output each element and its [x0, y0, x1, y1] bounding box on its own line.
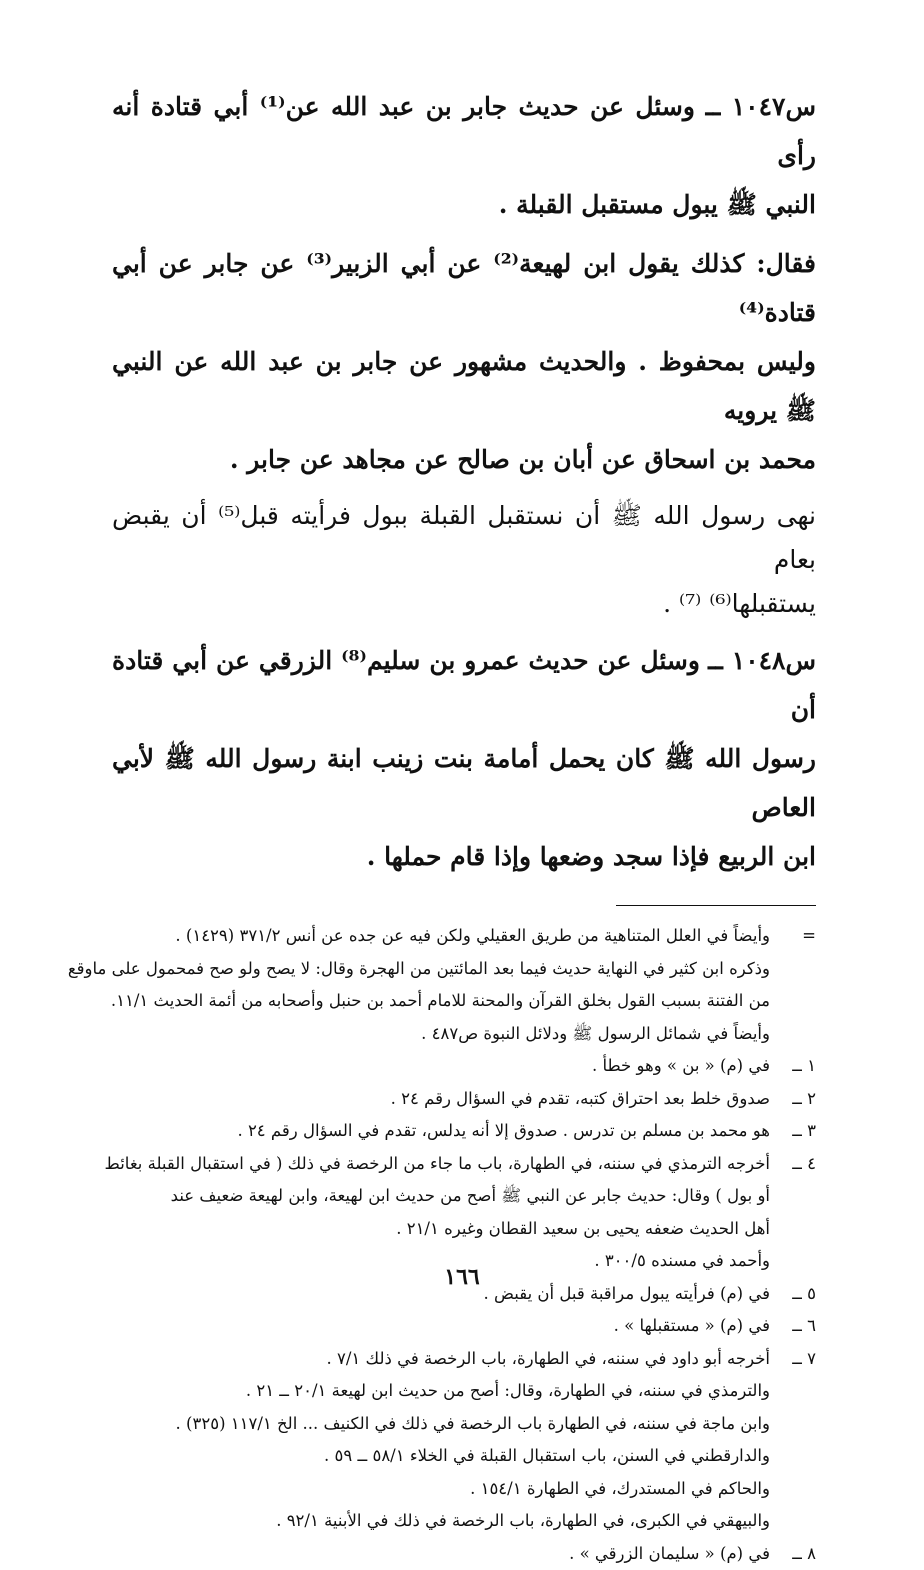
footnote-line: وذكره ابن كثير في النهاية حديث فيما بعد المائتين من الهجرة وقال: لا يصح ولو صح فمحمول على ماوقع [68, 953, 770, 986]
footnote-number: ٣ ــ [770, 1115, 816, 1148]
footnote-line: وابن ماجة في سننه، في الطهارة باب الرخصة في ذلك في الكنيف ... الخ ١١٧/١ (٣٢٥) . [112, 1408, 770, 1441]
footnote-item [112, 1050, 816, 1083]
footnote-line: هو محمد بن مسلم بن تدرس . صدوق إلا أنه يدلس، تقدم في السؤال رقم ٢٤ . [112, 1115, 770, 1148]
footnote-line: والدارقطني في السنن، باب استقبال القبلة في الخلاء ٥٨/١ ــ ٥٩ . [112, 1440, 770, 1473]
footnote-line: أخرجه الترمذي في سننه، في الطهارة، باب ما جاء من الرخصة في ذلك ( في استقبال القبلة بغائط [105, 1148, 770, 1181]
footnote-number: ٧ ــ [770, 1343, 816, 1376]
footnote-line: والترمذي في سننه، في الطهارة، وقال: أصح من حديث ابن لهيعة ٢٠/١ ــ ٢١ . [112, 1375, 770, 1408]
text-line: ابن الربيع فإذا سجد وضعها وإذا قام حملها . [367, 842, 816, 871]
footnote-line: وأحمد في مسنده ٣٠٠/٥ . [105, 1245, 770, 1278]
text-line: رسول الله ﷺ كان يحمل أمامة بنت زينب ابنة رسول الله ﷺ لأبي العاص [112, 744, 816, 822]
footnote-line: أو بول ) وقال: حديث جابر عن النبي ﷺ أصح من حديث ابن لهيعة، وابن لهيعة ضعيف عند [105, 1180, 770, 1213]
footnote-line: أهل الحديث ضعفه يحيى بن سعيد القطان وغيره ٢١/١ . [105, 1213, 770, 1246]
footnote-item [112, 1310, 816, 1343]
footnote-number: ١ ــ [770, 1050, 816, 1083]
footnote-text [68, 920, 770, 1050]
footnote-item [112, 1148, 816, 1278]
text-line: النبي ﷺ يبول مستقبل القبلة . [499, 190, 816, 219]
footnote-item [112, 1538, 816, 1570]
footnote-line: في (م) فرأيته يبول مراقبة قبل أن يقبض . [112, 1278, 770, 1311]
footnote-line: في (م) « بن » وهو خطأ . [112, 1050, 770, 1083]
text-line: يستقبلها⁽⁶⁾ ⁽⁷⁾ . [663, 589, 816, 618]
footnote-item [112, 920, 816, 1050]
footnote-item [112, 1115, 816, 1148]
text-line: وسئل عن حديث جابر بن عبد الله عن⁽¹⁾ أبي قتادة أنه رأى [112, 92, 816, 170]
text-line: محمد بن اسحاق عن أبان بن صالح عن مجاهد عن جابر . [230, 445, 816, 474]
hadith-quote [112, 494, 816, 626]
footnote-number: ٤ ــ [770, 1148, 816, 1181]
footnote-text [112, 1538, 770, 1570]
text-line: نهى رسول الله ﷺ أن نستقبل القبلة ببول فرأيته قبل⁽⁵⁾ أن يقبض بعام [112, 501, 816, 574]
footnote-text [112, 1050, 770, 1083]
question-1048 [112, 636, 816, 881]
question-label: س١٠٤٧ ــ [706, 92, 816, 121]
footnote-line: وأيضاً في شمائل الرسول ﷺ ودلائل النبوة ص٤٨٧ . [68, 1018, 770, 1051]
footnote-text [112, 1343, 770, 1538]
footnote-separator [616, 905, 816, 906]
footnote-number: ٢ ــ [770, 1083, 816, 1116]
footnote-line: أخرجه أبو داود في سننه، في الطهارة، باب الرخصة في ذلك ٧/١ . [112, 1343, 770, 1376]
footnote-text [112, 1083, 770, 1116]
question-1047 [112, 82, 816, 229]
footnote-number: ٦ ــ [770, 1310, 816, 1343]
footnote-line: من الفتنة بسبب القول بخلق القرآن والمحنة للامام أحمد بن حنبل وأصحابه من أئمة الحديث ١١/١. [68, 985, 770, 1018]
text-line: وليس بمحفوظ . والحديث مشهور عن جابر بن عبد الله عن النبي ﷺ يرويه [112, 347, 816, 425]
page-number: ١٦٦ [0, 1264, 924, 1290]
question-label: س١٠٤٨ ــ [708, 646, 816, 675]
footnote-number: ٥ ــ [770, 1278, 816, 1311]
footnote-text [105, 1148, 770, 1278]
footnote-line: صدوق خلط بعد احتراق كتبه، تقدم في السؤال رقم ٢٤ . [112, 1083, 770, 1116]
footnote-item [112, 1343, 816, 1538]
footnotes [112, 920, 816, 1570]
footnote-number: = [770, 920, 816, 953]
footnote-number: ٨ ــ [770, 1538, 816, 1570]
footnote-line: وأيضاً في العلل المتناهية من طريق العقيلي ولكن فيه عن جده عن أنس ٣٧١/٢ (١٤٢٩) . [68, 920, 770, 953]
text-line: فقال: كذلك يقول ابن لهيعة⁽²⁾ عن أبي الزبير⁽³⁾ عن جابر عن أبي قتادة⁽⁴⁾ [112, 249, 816, 327]
text-line: وسئل عن حديث عمرو بن سليم⁽⁸⁾ الزرقي عن أبي قتادة أن [112, 646, 816, 724]
answer-paragraph [112, 239, 816, 484]
footnote-text [112, 1115, 770, 1148]
footnote-line: في (م) « مستقبلها » . [112, 1310, 770, 1343]
footnote-line: والبيهقي في الكبرى، في الطهارة، باب الرخصة في ذلك في الأبنية ٩٢/١ . [112, 1505, 770, 1538]
footnote-line: والحاكم في المستدرك، في الطهارة ١٥٤/١ . [112, 1473, 770, 1506]
footnote-text [112, 1310, 770, 1343]
footnote-item [112, 1083, 816, 1116]
footnote-line: في (م) « سليمان الزرقي » . [112, 1538, 770, 1570]
